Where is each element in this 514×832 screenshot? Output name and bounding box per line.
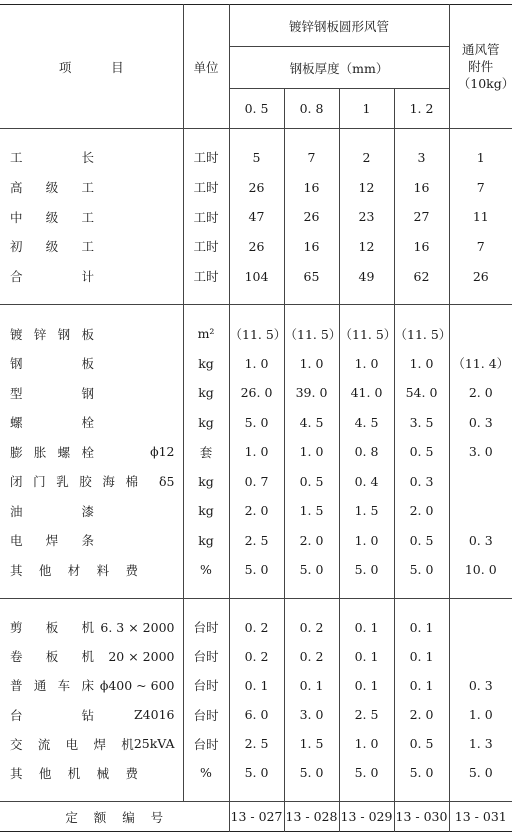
item-name: 高 级 工 <box>10 180 94 196</box>
value-cell: 5. 0 <box>284 758 339 787</box>
value-cell: 26 <box>472 268 489 284</box>
labor-section <box>0 129 512 305</box>
item-spec: Z4016 <box>134 707 175 723</box>
value-cell: 0. 1 <box>339 671 394 700</box>
value-cell: 0. 8 <box>339 437 394 467</box>
labor-row <box>0 172 512 202</box>
value-cell: 4. 5 <box>284 407 339 437</box>
item-name: 卷 板 机 <box>10 649 94 665</box>
unit-cell: 工时 <box>183 143 229 173</box>
labor-item <box>0 143 183 173</box>
item-spec: 20 × 2000 <box>108 648 175 664</box>
machine-row <box>0 612 512 641</box>
value-cell: 1. 5 <box>284 496 339 526</box>
item-spec: ϕ400 ~ 600 <box>99 677 175 693</box>
value-cell: 0. 3 <box>468 677 493 693</box>
value-cell: 0. 1 <box>394 671 449 700</box>
value-cell: 0. 3 <box>394 466 449 496</box>
item-name: 工 长 <box>10 150 94 166</box>
thickness-col: 0. 5 <box>229 89 284 129</box>
value-cell: 12 <box>339 232 394 262</box>
value-cell: 0. 5 <box>394 437 449 467</box>
material-item <box>0 319 183 349</box>
value-cell: 47 <box>229 202 284 232</box>
value-cell: 1. 0 <box>339 729 394 758</box>
material-item <box>0 555 183 585</box>
material-item <box>0 407 183 437</box>
quota-code: 13 - 029 <box>339 802 394 832</box>
value-cell: 7 <box>476 179 485 195</box>
value-cell: 1. 5 <box>339 496 394 526</box>
quota-table <box>0 4 512 832</box>
unit-cell: 台时 <box>183 671 229 700</box>
value-cell: 16 <box>394 172 449 202</box>
item-name: 台 钻 <box>10 707 94 723</box>
item-name: 普 通 车 床 <box>10 678 94 694</box>
value-cell: 5. 0 <box>229 758 284 787</box>
value-cell: 5 <box>229 143 284 173</box>
material-item <box>0 496 183 526</box>
item-name: 钢 板 <box>10 356 94 372</box>
value-cell: 1. 0 <box>339 525 394 555</box>
quota-number-label: 定 额 编 号 <box>0 802 229 832</box>
item-name: 交 流 电 焊 机 <box>10 736 134 752</box>
value-cell: 1 <box>476 149 485 165</box>
value-cell: 0. 1 <box>229 671 284 700</box>
value-cell: 3. 0 <box>468 444 493 460</box>
material-item <box>0 378 183 408</box>
thickness-col: 1. 2 <box>394 89 449 129</box>
material-row <box>0 555 512 585</box>
value-cell: 27 <box>394 202 449 232</box>
value-cell: 5. 0 <box>339 555 394 585</box>
value-cell: 0. 3 <box>468 414 493 430</box>
labor-row <box>0 143 512 173</box>
value-cell: 1. 0 <box>229 437 284 467</box>
material-item <box>0 348 183 378</box>
quota-code: 13 - 031 <box>454 809 507 825</box>
value-cell: 1. 0 <box>339 348 394 378</box>
material-item <box>0 437 183 467</box>
value-cell: 5. 0 <box>468 765 493 781</box>
value-cell: 0. 3 <box>468 532 493 548</box>
item-spec: 6. 3 × 2000 <box>100 619 175 635</box>
value-cell: 26 <box>229 232 284 262</box>
value-cell: 0. 1 <box>339 642 394 671</box>
value-cell: 62 <box>394 261 449 291</box>
unit-cell: kg <box>183 407 229 437</box>
item-name: 电 焊 条 <box>10 533 94 549</box>
value-cell: 0. 2 <box>284 642 339 671</box>
value-cell: 12 <box>339 172 394 202</box>
unit-cell: 工时 <box>183 172 229 202</box>
labor-item <box>0 261 183 291</box>
value-cell: 5. 0 <box>394 758 449 787</box>
unit-cell: % <box>183 758 229 787</box>
value-cell: 0. 4 <box>339 466 394 496</box>
labor-item <box>0 232 183 262</box>
fittings-header: 通风管附件（10kg） <box>449 5 512 129</box>
unit-cell: kg <box>183 525 229 555</box>
value-cell: 5. 0 <box>339 758 394 787</box>
value-cell: 0. 2 <box>284 612 339 641</box>
value-cell: 26. 0 <box>229 378 284 408</box>
value-cell: 5. 0 <box>284 555 339 585</box>
item-name: 型 钢 <box>10 385 94 401</box>
unit-cell: 台时 <box>183 642 229 671</box>
value-cell: 2. 0 <box>284 525 339 555</box>
machine-item <box>0 729 183 758</box>
item-name: 油 漆 <box>10 503 94 519</box>
quota-code: 13 - 027 <box>229 802 284 832</box>
value-cell: （11. 5） <box>339 319 394 349</box>
material-row <box>0 466 512 496</box>
labor-row <box>0 202 512 232</box>
material-row <box>0 407 512 437</box>
value-cell: 2. 0 <box>229 496 284 526</box>
value-cell: 4. 5 <box>339 407 394 437</box>
material-row <box>0 378 512 408</box>
unit-cell: 台时 <box>183 729 229 758</box>
value-cell: （11. 5） <box>229 319 284 349</box>
value-cell <box>449 319 512 349</box>
item-name: 剪 板 机 <box>10 620 94 636</box>
material-item <box>0 525 183 555</box>
item-spec: ϕ12 <box>150 444 175 460</box>
value-cell: 0. 1 <box>284 671 339 700</box>
item-spec: 25kVA <box>133 736 175 752</box>
value-cell: 1. 0 <box>229 348 284 378</box>
unit-cell: 台时 <box>183 700 229 729</box>
machine-item <box>0 642 183 671</box>
unit-cell: 工时 <box>183 202 229 232</box>
value-cell: 65 <box>284 261 339 291</box>
quota-code: 13 - 028 <box>284 802 339 832</box>
unit-cell: kg <box>183 496 229 526</box>
value-cell: 7 <box>284 143 339 173</box>
item-name: 合 计 <box>10 269 94 285</box>
group-header: 镀锌钢板圆形风管 <box>229 5 449 47</box>
value-cell: 0. 5 <box>394 729 449 758</box>
machine-row <box>0 758 512 787</box>
table-footer <box>0 802 512 832</box>
machine-row <box>0 671 512 700</box>
item-name: 其 他 材 料 费 <box>10 562 138 578</box>
item-name: 初 级 工 <box>10 239 94 255</box>
value-cell: 26 <box>229 172 284 202</box>
item-name: 中 级 工 <box>10 209 94 225</box>
value-cell: 5. 0 <box>229 407 284 437</box>
value-cell: 2. 5 <box>229 525 284 555</box>
value-cell <box>449 612 512 641</box>
value-cell: 49 <box>339 261 394 291</box>
value-cell: 2. 5 <box>229 729 284 758</box>
material-row <box>0 348 512 378</box>
labor-row <box>0 232 512 262</box>
value-cell <box>449 496 512 526</box>
item-name: 膨 胀 螺 栓 <box>10 444 94 460</box>
value-cell: 5. 0 <box>229 555 284 585</box>
machine-item <box>0 758 183 787</box>
quota-code: 13 - 030 <box>394 802 449 832</box>
value-cell: 2. 0 <box>394 700 449 729</box>
unit-cell: kg <box>183 378 229 408</box>
value-cell: 26 <box>284 202 339 232</box>
item-name: 其 他 机 械 费 <box>10 765 138 781</box>
item-name: 螺 栓 <box>10 415 94 431</box>
material-row <box>0 437 512 467</box>
value-cell <box>449 466 512 496</box>
value-cell: 16 <box>394 232 449 262</box>
value-cell: 54. 0 <box>394 378 449 408</box>
value-cell: 16 <box>284 232 339 262</box>
machine-row <box>0 642 512 671</box>
material-row <box>0 496 512 526</box>
value-cell: 1. 0 <box>394 348 449 378</box>
value-cell: 41. 0 <box>339 378 394 408</box>
material-item <box>0 466 183 496</box>
value-cell: 3. 0 <box>284 700 339 729</box>
value-cell <box>449 642 512 671</box>
unit-header: 单位 <box>183 5 229 129</box>
machine-row <box>0 729 512 758</box>
value-cell: 10. 0 <box>464 562 497 578</box>
value-cell: 1. 0 <box>284 348 339 378</box>
value-cell: （11. 5） <box>284 319 339 349</box>
value-cell: 0. 1 <box>339 612 394 641</box>
value-cell: 39. 0 <box>284 378 339 408</box>
material-section <box>0 305 512 599</box>
labor-row <box>0 261 512 291</box>
machine-row <box>0 700 512 729</box>
quota-number-row <box>0 802 512 832</box>
value-cell: 23 <box>339 202 394 232</box>
item-name: 镀 锌 钢 板 <box>10 326 94 342</box>
value-cell: 2. 0 <box>394 496 449 526</box>
machine-section <box>0 598 512 801</box>
value-cell: 2. 0 <box>468 385 493 401</box>
unit-cell: 工时 <box>183 261 229 291</box>
unit-cell: % <box>183 555 229 585</box>
value-cell: 1. 0 <box>468 707 493 723</box>
unit-cell: m² <box>183 319 229 349</box>
unit-cell: 台时 <box>183 612 229 641</box>
value-cell: 0. 5 <box>394 525 449 555</box>
value-cell: 6. 0 <box>229 700 284 729</box>
labor-item <box>0 172 183 202</box>
value-cell: 0. 1 <box>394 612 449 641</box>
labor-item <box>0 202 183 232</box>
value-cell: 5. 0 <box>394 555 449 585</box>
table-header <box>0 5 512 129</box>
value-cell: 0. 1 <box>394 642 449 671</box>
value-cell: 2 <box>339 143 394 173</box>
machine-item <box>0 700 183 729</box>
value-cell: 16 <box>284 172 339 202</box>
item-header: 项 目 <box>0 5 183 129</box>
item-spec: δ5 <box>159 473 175 489</box>
machine-item <box>0 612 183 641</box>
value-cell: 7 <box>476 238 485 254</box>
value-cell: 0. 5 <box>284 466 339 496</box>
material-row <box>0 525 512 555</box>
value-cell: 2. 5 <box>339 700 394 729</box>
value-cell: 1. 0 <box>284 437 339 467</box>
value-cell: （11. 4） <box>452 356 510 372</box>
thickness-col: 1 <box>339 89 394 129</box>
value-cell: 0. 7 <box>229 466 284 496</box>
thickness-header: 钢板厚度（mm） <box>229 47 449 89</box>
thickness-col: 0. 8 <box>284 89 339 129</box>
value-cell: 3. 5 <box>394 407 449 437</box>
value-cell: 0. 2 <box>229 642 284 671</box>
item-name: 闭 门 乳 胶 海 棉 <box>10 474 138 490</box>
unit-cell: 工时 <box>183 232 229 262</box>
value-cell: 1. 3 <box>468 736 493 752</box>
value-cell: （11. 5） <box>394 319 449 349</box>
value-cell: 0. 2 <box>229 612 284 641</box>
value-cell: 104 <box>229 261 284 291</box>
machine-item <box>0 671 183 700</box>
unit-cell: 套 <box>183 437 229 467</box>
value-cell: 3 <box>394 143 449 173</box>
value-cell: 1. 5 <box>284 729 339 758</box>
unit-cell: kg <box>183 348 229 378</box>
material-row <box>0 319 512 349</box>
unit-cell: kg <box>183 466 229 496</box>
value-cell: 11 <box>472 209 489 225</box>
